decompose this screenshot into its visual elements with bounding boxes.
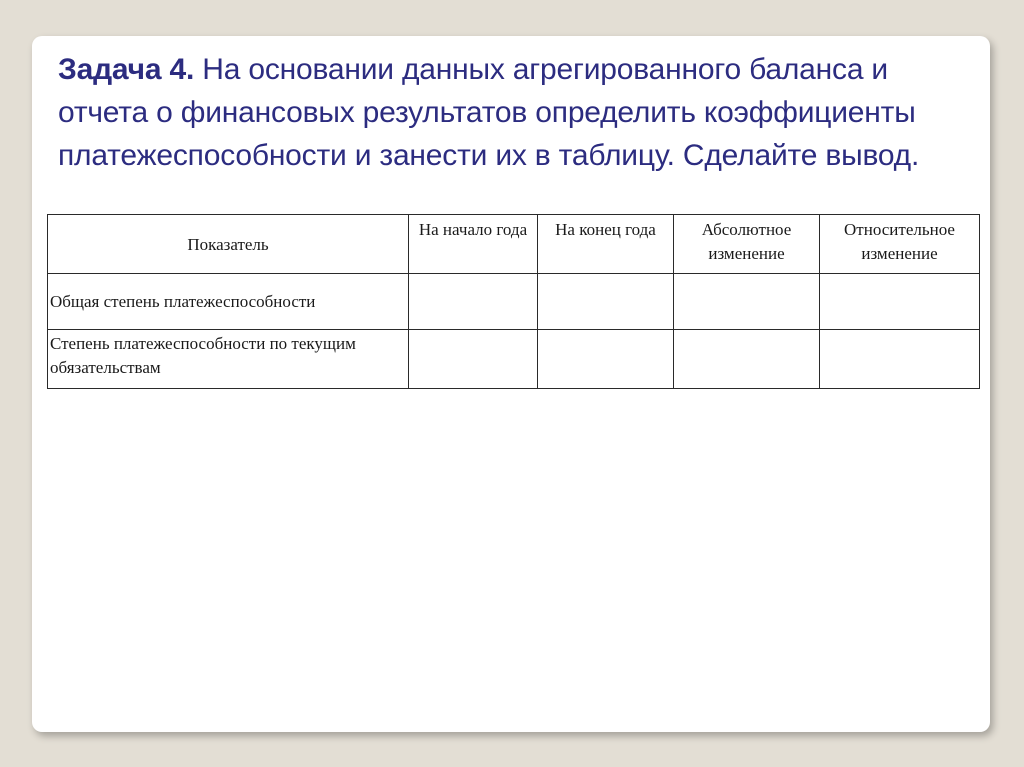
cell-relative-change: [820, 330, 980, 389]
header-absolute-change: Абсолютное изменение: [674, 215, 820, 274]
cell-relative-change: [820, 274, 980, 330]
table-header-row: [48, 215, 980, 274]
cell-absolute-change: [674, 274, 820, 330]
table-row: [48, 274, 980, 330]
cell-start-year: [409, 330, 538, 389]
task-statement: [58, 48, 978, 177]
cell-absolute-change: [674, 330, 820, 389]
header-end-year: На конец года: [538, 215, 674, 274]
row-label-general-solvency: Общая степень платежеспособности: [48, 274, 409, 330]
row-label-current-solvency: Степень платежеспособности по текущим обязательствам: [48, 330, 409, 389]
cell-end-year: [538, 274, 674, 330]
cell-start-year: [409, 274, 538, 330]
header-indicator: Показатель: [48, 215, 409, 274]
slide: [32, 36, 990, 732]
header-relative-change: Относительное изменение: [820, 215, 980, 274]
cell-end-year: [538, 330, 674, 389]
task-label: Задача 4.: [58, 53, 195, 86]
table-row: [48, 330, 980, 389]
header-start-year: На начало года: [409, 215, 538, 274]
indicators-table: [47, 214, 980, 389]
task-text: На основании данных агрегированного баланса и отчета о финансовых результатов определить коэффициенты платежеспособности и занести их в таблицу. Сделайте вывод.: [58, 53, 920, 172]
